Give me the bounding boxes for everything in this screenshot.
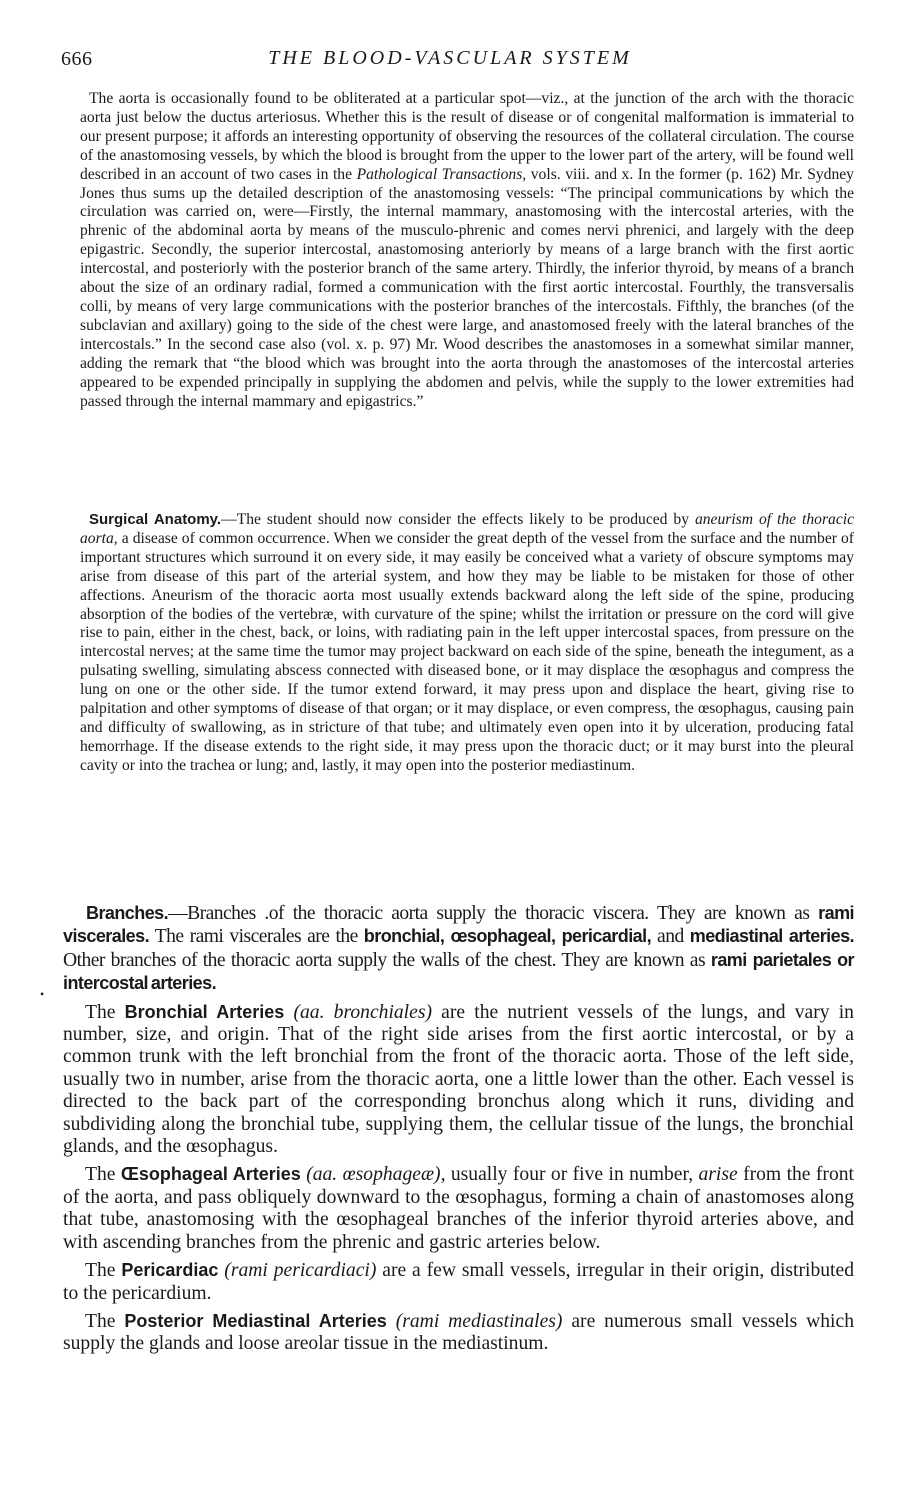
latin-name: (rami mediastinales) bbox=[395, 1310, 563, 1332]
latin-name: (aa. œsophageæ), bbox=[306, 1164, 446, 1186]
lead-text: The bbox=[85, 1310, 125, 1332]
paragraph-text: from the front of the aorta, and pass obliquely downward to the œsophagus, forming a chain of anastomoses along that tube, anastomosing with the œsophageal branches of the inferior thyroid arteries above, and with ascending branches from the phrenic and gastric arteries below. bbox=[63, 1164, 854, 1253]
journal-title: Pathological Transactions, bbox=[356, 165, 527, 183]
main-text bbox=[63, 902, 854, 1361]
margin-mark: • bbox=[40, 987, 45, 1001]
paragraph-text: The student should now consider the effects likely to be produced by bbox=[236, 511, 695, 528]
section-heading: Œsophageal Arteries bbox=[120, 1164, 301, 1185]
section-heading: Posterior Mediastinal Arteries bbox=[124, 1310, 387, 1331]
oesophageal-arteries-paragraph bbox=[63, 1163, 854, 1254]
running-title: THE BLOOD-VASCULAR SYSTEM bbox=[268, 47, 632, 69]
lead-text: The bbox=[85, 1260, 122, 1282]
paragraph-text: and bbox=[651, 926, 690, 948]
latin-name: (aa. bronchiales) bbox=[293, 1001, 432, 1023]
paragraph-text: Other branches of the thoracic aorta supply the walls of the chest. They are known as bbox=[63, 949, 711, 971]
paragraph-text: Branches .of the thoracic aorta supply the thoracic viscera. They are known as bbox=[187, 903, 819, 924]
heading-dash: — bbox=[168, 903, 188, 924]
surgical-anatomy-paragraph bbox=[80, 511, 854, 776]
branches-paragraph bbox=[63, 902, 854, 996]
paragraph-text: vols. viii. and x. In the former (p. 162) Mr. Sydney Jones thus sums up the detailed description of the anastomosing vessels: “The principal communications by which the circulation was carried on, were—Firstly, the internal mammary, anastomosing with the intercostal arteries, with the phrenic of the abdominal aorta by means of the musculo-phrenic and comes nervi phrenici, and largely with the deep epigastric. Secondly, the superior intercostal, anastomosing anteriorly by means of a large branch with the first aortic intercostal, and posteriorly with the posterior branch of the same artery. Thirdly, the inferior thyroid, by means of a branch about the size of an ordinary radial, formed a communication with the first aortic intercostal. Fourthly, the transversalis colli, by means of very large communications with the posterior branches of the intercostals. Fifthly, the branches (of the subclavian and axillary) going to the side of the chest were large, and anastomosed freely with the lateral branches of the intercostals.” In the second case also (vol. x. p. 97) Mr. Wood describes the anastomoses in a somewhat similar manner, adding the remark that “the blood which was brought into the aorta through the anastomoses of the intercostal arteries appeared to be expended principally in supplying the abdomen and pelvis, while the supply to the lower extremities had passed through the internal mammary and epigastrics.” bbox=[80, 165, 854, 410]
lead-text: The bbox=[85, 1164, 121, 1186]
paragraph-text: a disease of common occurrence. When we consider the great depth of the vessel from the surface and the number of important structures which surround it on every side, it may easily be conceived what a variety of obscure symptoms may arise from disease of this part of the arterial system, and how they may be liable to be mistaken for those of other affections. Aneurism of the thoracic aorta most usually extends backward along the left side of the spine, producing absorption of the bodies of the vertebræ, with curvature of the spine; whilst the irritation or pressure on the cord will give rise to pain, either in the chest, back, or loins, with radiating pain in the left upper intercostal spaces, from pressure on the intercostal nerves; at the same time the tumor may project backward on each side of the spine, beneath the integument, as a pulsating swelling, simulating abscess connected with diseased bone, or it may displace the œsophagus and compress the lung on one or the other side. If the tumor extend forward, it may press upon and displace the heart, giving rise to palpitation and other symptoms of disease of that organ; or it may displace, or even compress, the œsophagus, causing pain and difficulty of swallowing, as in stricture of that tube; and ultimately even open into it by ulceration, producing fatal hemorrhage. If the disease extends to the right side, it may press upon the thoracic duct; or it may burst into the pleural cavity or into the trachea or lung; and, lastly, it may open into the posterior mediastinum. bbox=[80, 529, 854, 774]
italic-term: arise bbox=[698, 1164, 738, 1186]
collateral-circulation-paragraph bbox=[80, 90, 854, 411]
bold-term: mediastinal arteries. bbox=[689, 926, 854, 947]
italic-term: aneurism of the thoracic aorta, bbox=[80, 511, 854, 547]
lead-text: The bbox=[85, 1001, 125, 1023]
paragraph-text: The aorta is occasionally found to be obliterated at a particular spot—viz., at the junction of the arch with the thoracic aorta just below the ductus arteriosus. Whether this is the result of disease or of congenital malformation is immaterial to our present purpose; it affords an interesting opportunity of observing the resources of the collateral circulation. The course of the anastomosing vessels, by which the blood is brought from the upper to the lower part of the artery, will be found well described in an account of two cases in the bbox=[80, 90, 854, 183]
posterior-mediastinal-paragraph bbox=[63, 1310, 854, 1356]
page-number: 666 bbox=[61, 48, 93, 70]
section-heading: Surgical Anatomy. bbox=[89, 511, 222, 528]
heading-dash: — bbox=[221, 511, 237, 528]
latin-name: (rami pericardiaci) bbox=[224, 1260, 377, 1282]
bold-term: rami viscerales. bbox=[63, 903, 854, 947]
bold-term: bronchial, œsophageal, pericardial, bbox=[363, 926, 652, 947]
paragraph-text: are the nutrient vessels of the lungs, and vary in number, size, and origin. That of the right side arises from the first aortic intercostal, or by a common trunk with the left bronchial from the front of the thoracic aorta. Those of the left side, usually two in number, arise from the thoracic aorta, one a little lower than the other. Each vessel is directed to the back part of the corresponding bronchus along which it runs, dividing and subdividing along the bronchial tube, supplying them, the cellular tissue of the lungs, the bronchial glands, and the œsophagus. bbox=[63, 1001, 854, 1158]
section-heading: Bronchial Arteries bbox=[124, 1001, 285, 1022]
section-heading: Branches. bbox=[86, 903, 169, 923]
paragraph-text: The rami viscerales are the bbox=[149, 926, 364, 948]
pericardiac-paragraph bbox=[63, 1259, 854, 1305]
paragraph-text: are a few small vessels, irregular in their origin, distributed to the pericardium. bbox=[63, 1260, 854, 1304]
paragraph-text: usually four or five in number, bbox=[445, 1164, 699, 1186]
paragraph-text: are numerous small vessels which supply the glands and loose areolar tissue in the mediastinum. bbox=[63, 1310, 854, 1355]
bronchial-arteries-paragraph bbox=[63, 1001, 854, 1159]
bold-term: rami parietales or intercostal arteries. bbox=[63, 949, 854, 994]
section-heading: Pericardiac bbox=[121, 1260, 219, 1281]
